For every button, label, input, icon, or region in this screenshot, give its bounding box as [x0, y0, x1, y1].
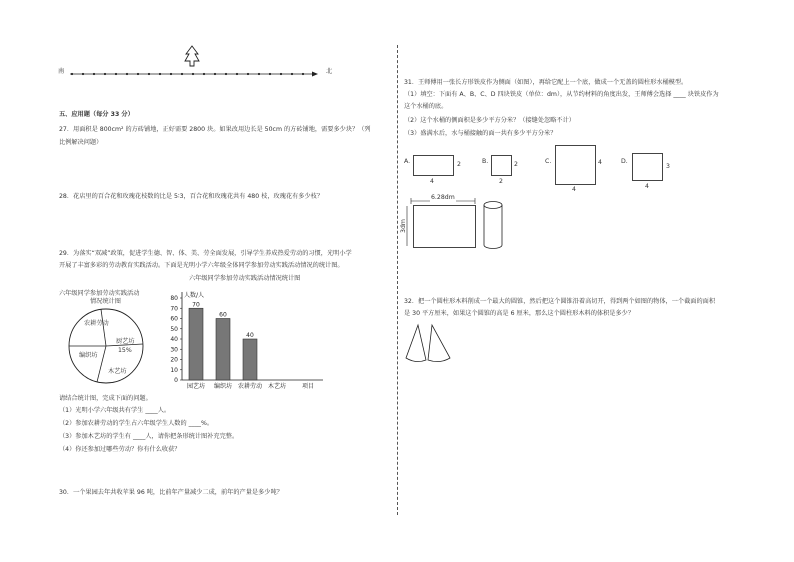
- y-tick-label: 60: [170, 315, 178, 323]
- plate-d-height: 3: [666, 163, 670, 170]
- number-line-left-label: 南: [58, 68, 65, 75]
- x-tick-label: 园艺坊: [186, 383, 206, 390]
- section5-title: 五、应用题（每分 33 分）: [59, 111, 134, 118]
- x-axis-label: 项目: [302, 383, 315, 390]
- bar: [189, 308, 203, 380]
- pie-label-cooking: 厨艺坊: [116, 338, 135, 345]
- plate-c-height: 4: [598, 159, 602, 166]
- number-line-tick: [126, 73, 128, 75]
- q30-text: 30．一个果园去年共收苹果 96 吨，比前年产量减少二成，前年的产量是多少吨？: [59, 489, 283, 496]
- pie-label-farming: 农耕劳动: [84, 320, 109, 327]
- q29-sub4: （4）你还参加过哪些劳动？你有什么收获？: [59, 446, 181, 453]
- y-tick-label: 10: [170, 366, 178, 374]
- x-tick-label: 木艺坊: [267, 383, 287, 390]
- sheet-rectangle: [413, 205, 476, 248]
- pie-title-line1: 六年级同学参加劳动实践活动: [59, 290, 140, 297]
- q29-line2: 开展了丰富多彩的劳动教育实践活动。下面是光明小学六年级全体同学参加劳动实践活动情况的统计图。: [59, 262, 344, 269]
- pie-label-percent: 15%: [118, 347, 132, 354]
- q29-sub2: （2）参加农耕劳动的学生占六年级学生人数的 ____%。: [59, 420, 214, 427]
- q27-line1: 27．用面积是 800cm² 的方砖铺地，正好需要 2800 块。如果改用边长是 50cm 的方砖铺地，需要多少块？（列: [59, 126, 371, 133]
- number-line-tick: [159, 73, 161, 75]
- number-line-tick: [225, 73, 227, 75]
- sheet-height-label: 3dm: [399, 219, 407, 233]
- q27-line2: 比例解决问题）: [59, 139, 103, 146]
- bar: [216, 319, 230, 381]
- plate-a-width: 4: [430, 178, 434, 185]
- q32-line2: 是 30 平方厘米，如果这个圆锥的高是 6 厘米，那么这个圆柱形木料的体积是多少？: [404, 310, 635, 317]
- pie-label-woodwork: 木艺坊: [108, 368, 127, 375]
- plate-c-letter: C.: [545, 158, 552, 165]
- number-line-tick: [280, 73, 282, 75]
- y-tick-label: 40: [170, 336, 178, 343]
- number-line-tick: [258, 73, 260, 75]
- number-line-tick: [203, 73, 205, 75]
- y-axis-label: 人数/人: [184, 292, 205, 299]
- bar-value-label: 40: [246, 332, 254, 339]
- y-tick-label: 0: [174, 377, 178, 384]
- number-line-tick: [137, 73, 139, 75]
- plate-b-letter: B.: [482, 158, 489, 165]
- column-divider: [397, 45, 398, 515]
- number-line-tick: [104, 73, 106, 75]
- plate-a-height: 2: [457, 161, 461, 168]
- plate-c: [555, 145, 596, 185]
- number-line-tick: [236, 73, 238, 75]
- q29-followup: 请结合统计图，完成下面的问题。: [59, 395, 152, 402]
- half-cones-icon: [402, 322, 462, 368]
- pie-chart: [66, 306, 146, 386]
- number-line: [58, 62, 333, 82]
- plate-d-letter: D.: [621, 158, 628, 165]
- plate-b: [491, 155, 512, 176]
- bar-chart-title: 六年级同学参加劳动实践活动情况统计图: [189, 275, 301, 282]
- bar-value-label: 70: [192, 301, 200, 309]
- q29-line1: 29．为落实“双减”政策，促进学生德、智、体、美、劳全面发展，引导学生养成热爱劳动的习惯，光明小学: [59, 250, 352, 257]
- number-line-tick: [214, 73, 216, 75]
- q31-line2: （1）填空：下面有 A、B、C、D 四块铁皮（单位：dm），从节约材料的角度出发，王师傅会选择 ____ 块铁皮作为: [404, 91, 719, 98]
- number-line-tick: [71, 73, 73, 75]
- pie-label-weaving: 编织坊: [79, 352, 98, 359]
- q32-line1: 32．把一个圆柱形木料削成一个最大的圆锥，然后把这个圆锥沿着高切开，得到两个如图的物体，一个截面的面积: [404, 298, 716, 305]
- number-line-tick: [93, 73, 95, 75]
- plate-a-letter: A.: [404, 158, 411, 165]
- q31-line3: 这个水桶的底。: [404, 103, 448, 110]
- y-tick-label: 80: [170, 295, 178, 302]
- number-line-right-label: 北: [326, 68, 333, 75]
- tree-marker-icon: [184, 45, 200, 77]
- y-tick-label: 30: [170, 346, 178, 354]
- q31-line1: 31．王师傅用一张长方形铁皮作为侧面（如图），再给它配上一个底，做成一个无盖的圆柱形水桶模型。: [404, 79, 688, 86]
- y-tick-label: 70: [170, 305, 178, 313]
- plate-d-width: 4: [645, 183, 649, 190]
- number-line-tick: [247, 73, 249, 75]
- number-line-tick: [269, 73, 271, 75]
- plate-b-height: 2: [514, 161, 518, 168]
- plate-c-width: 4: [572, 186, 576, 193]
- number-line-tick: [115, 73, 117, 75]
- number-line-tick: [181, 73, 183, 75]
- q29-sub1: （1）光明小学六年级共有学生 ____人。: [59, 407, 171, 414]
- y-tick-label: 20: [170, 356, 178, 364]
- x-tick-label: 编织坊: [213, 383, 233, 390]
- plate-d: [632, 153, 663, 181]
- pie-title-line2: 情况统计图: [90, 298, 121, 305]
- plate-b-width: 2: [499, 178, 503, 185]
- bar: [243, 339, 257, 380]
- q31-line5: （3）盛满水后，水与桶接触的面一共有多少平方分米？: [404, 130, 557, 137]
- y-tick-label: 50: [170, 325, 178, 333]
- number-line-tick: [302, 73, 304, 75]
- number-line-tick: [291, 73, 293, 75]
- number-line-tick: [148, 73, 150, 75]
- plate-a: [413, 155, 454, 176]
- q28-text: 28．花店里的百合花和玫瑰花枝数的比是 5∶3，百合花和玫瑰花共有 480 枝，玫瑰花有多少枝？: [59, 193, 324, 200]
- cylinder-icon: [481, 199, 505, 253]
- number-line-tick: [82, 73, 84, 75]
- sheet-width-label: 6.28dm: [431, 194, 455, 201]
- q31-line4: （2）这个水桶的侧面积是多少平方分米？（接缝处忽略不计）: [404, 117, 575, 124]
- number-line-tick: [170, 73, 172, 75]
- bar-value-label: 60: [219, 311, 227, 319]
- bar-chart: [160, 283, 340, 393]
- x-tick-label: 农耕劳动: [237, 383, 263, 390]
- q29-sub3: （3）参加木艺坊的学生有 ____人，请你把条形统计图补充完整。: [59, 433, 239, 440]
